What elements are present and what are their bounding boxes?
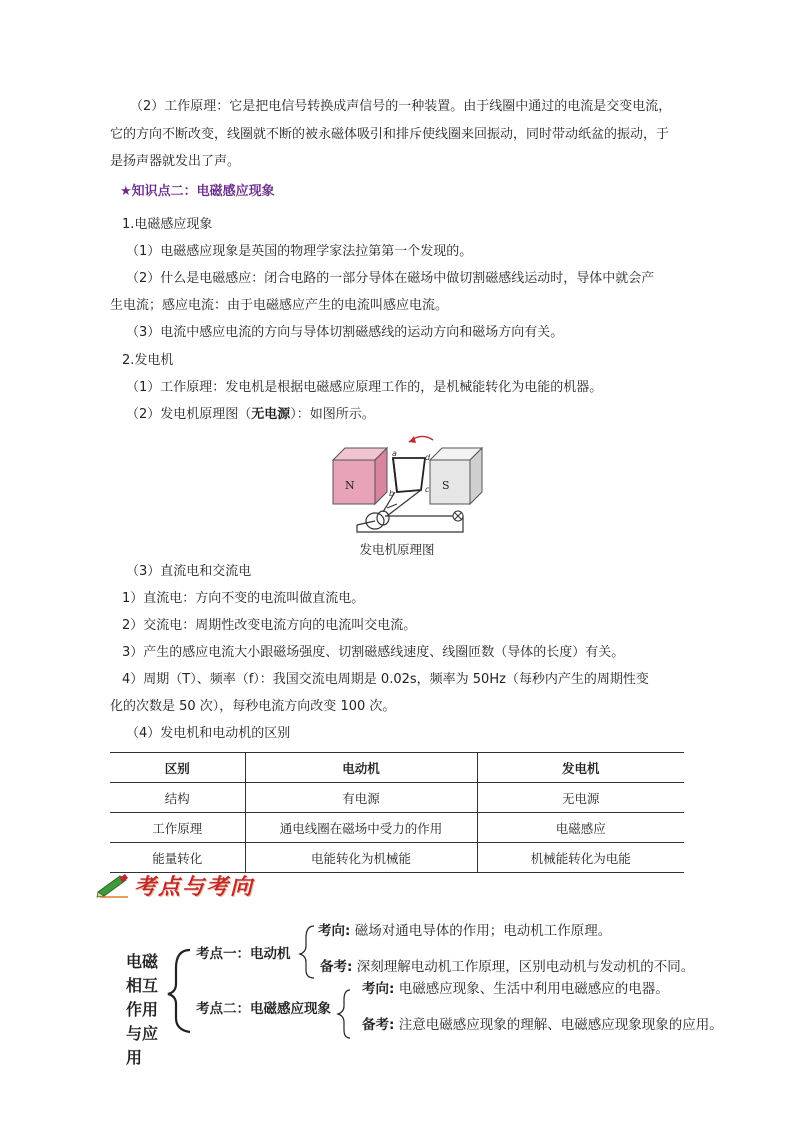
table-header-cell: 区别: [110, 753, 245, 783]
mindmap-kp2: [196, 1000, 331, 1018]
section2-line-2-bold: 无电源: [251, 407, 291, 422]
section2-heading: 2.发电机: [122, 353, 174, 368]
section1-line-2b: 生电流；感应电流：由于电磁感应产生的电流叫感应电流。: [110, 298, 449, 313]
kp2-direction-label: 考向:: [362, 981, 395, 997]
mindmap-kp1: [196, 945, 291, 963]
table-cell: 机械能转化为电能: [477, 843, 684, 873]
section3-heading: （3）直流电和交流电: [126, 564, 252, 579]
coil-label-d: d: [425, 453, 431, 462]
kp1-brace: [300, 926, 314, 978]
section2-line-2-pre: （2）发电机原理图（: [126, 407, 252, 422]
kp2-direction-text: 电磁感应现象、生活中利用电磁感应的电器。: [394, 981, 669, 997]
coil-label-b: b: [389, 489, 395, 498]
intro-line-1: （2）工作原理：它是把电信号转换成声信号的一种装置。由于线圈中通过的电流是交变电流，: [130, 99, 672, 114]
section3-line-4b: 化的次数是 50 次），每秒电流方向改变 100 次。: [110, 699, 396, 714]
intro-line-3: 是扬声器就发出了声。: [110, 154, 241, 169]
section3-line-4a: 4）周期（T）、频率（f）：我国交流电周期是 0.02s，频率为 50Hz（每秒内产生的周期性变: [122, 672, 649, 687]
section3-line-3: 3）产生的感应电流大小跟磁场强度、切割磁感线速度、线圈匝数（导体的长度）有关。: [122, 645, 625, 660]
figure-caption: 发电机原理图: [359, 542, 435, 557]
table-cell: 无电源: [477, 783, 684, 813]
pencil-icon: [96, 874, 130, 898]
table-cell: 通电线圈在磁场中受力的作用: [245, 813, 477, 843]
table-header-row: [110, 753, 684, 783]
table-cell: 结构: [110, 783, 245, 813]
comparison-table: [110, 752, 684, 873]
section1-line-2a: （2）什么是电磁感应：闭合电路的一部分导体在磁场中做切割磁感线运动时，导体中就会产: [126, 271, 655, 286]
coil: [393, 458, 425, 492]
mindmap-kp1-text: 考点一：电动机: [196, 946, 291, 962]
intro-line-2: 它的方向不断改变，线圈就不断的被永磁体吸引和排斥使线圈来回振动，同时带动纸盆的振动，于: [110, 127, 670, 142]
kp2-brace: [338, 990, 350, 1038]
kp1-direction-label: 考向:: [318, 923, 351, 939]
n-label: N: [345, 479, 355, 492]
mindmap-root-line: 用: [126, 1048, 143, 1067]
table-cell: 有电源: [245, 783, 477, 813]
section3-line-2: 2）交流电：周期性改变电流方向的电流叫交电流。: [122, 618, 417, 633]
mindmap-root-line: 相互: [126, 976, 159, 995]
section1-line-3: （3）电流中感应电流的方向与导体切割磁感线的运动方向和磁场方向有关。: [126, 325, 564, 340]
mindmap-kp2-prep: [362, 1016, 723, 1034]
mindmap-kp1-direction: [318, 922, 611, 940]
table-cell: 电能转化为机械能: [245, 843, 477, 873]
table-header-cell: 电动机: [245, 753, 477, 783]
n-magnet: [333, 448, 387, 504]
section-banner: [96, 870, 254, 901]
rotation-arrowhead: [409, 436, 416, 443]
section3-line-1: 1）直流电：方向不变的电流叫做直流电。: [122, 591, 365, 606]
coil-label-a: a: [392, 449, 397, 458]
mindmap-kp1-prep: [320, 958, 694, 976]
lamp-icon: [453, 511, 463, 521]
kp2-prep-label: 备考:: [362, 1017, 395, 1033]
table-cell: 能量转化: [110, 843, 245, 873]
mindmap-root-line: 作用: [126, 1000, 159, 1019]
kp2-prep-text: 注意电磁感应现象的理解、电磁感应现象现象的应用。: [394, 1017, 723, 1033]
section1-heading: 1.电磁感应现象: [122, 217, 213, 232]
coil-label-c: c: [425, 485, 430, 494]
mindmap-kp2-text: 考点二：电磁感应现象: [196, 1001, 331, 1017]
table-row: [110, 813, 684, 843]
mindmap-kp2-direction: [362, 980, 669, 998]
kp1-direction-text: 磁场对通电导体的作用；电动机工作原理。: [350, 923, 612, 939]
table-cell: 工作原理: [110, 813, 245, 843]
s-label: S: [442, 479, 450, 492]
generator-diagram: [325, 430, 495, 535]
table-row: [110, 843, 684, 873]
banner-title: 考点与考向: [134, 874, 255, 900]
kp1-prep-label: 备考:: [320, 959, 353, 975]
section2-line-2: [126, 406, 375, 424]
kp1-prep-text: 深刻理解电动机工作原理，区别电动机与发动机的不同。: [352, 959, 695, 975]
section2-line-2-post: ）：如图所示。: [290, 407, 375, 422]
table-row: [110, 783, 684, 813]
section2-line-1: （1）工作原理：发电机是根据电磁感应原理工作的，是机械能转化为电能的机器。: [126, 380, 603, 395]
section4-heading: （4）发电机和电动机的区别: [126, 726, 291, 741]
table-header-cell: 发电机: [477, 753, 684, 783]
section1-line-1: （1）电磁感应现象是英国的物理学家法拉第第一个发现的。: [126, 244, 473, 259]
table-cell: 电磁感应: [477, 813, 684, 843]
root-brace: [168, 950, 190, 1032]
knowledge-point-heading: ★知识点二：电磁感应现象: [120, 184, 275, 199]
s-magnet: [430, 448, 482, 504]
mindmap-root-line: 电磁: [126, 952, 159, 971]
mindmap-root-line: 与应: [126, 1024, 159, 1043]
